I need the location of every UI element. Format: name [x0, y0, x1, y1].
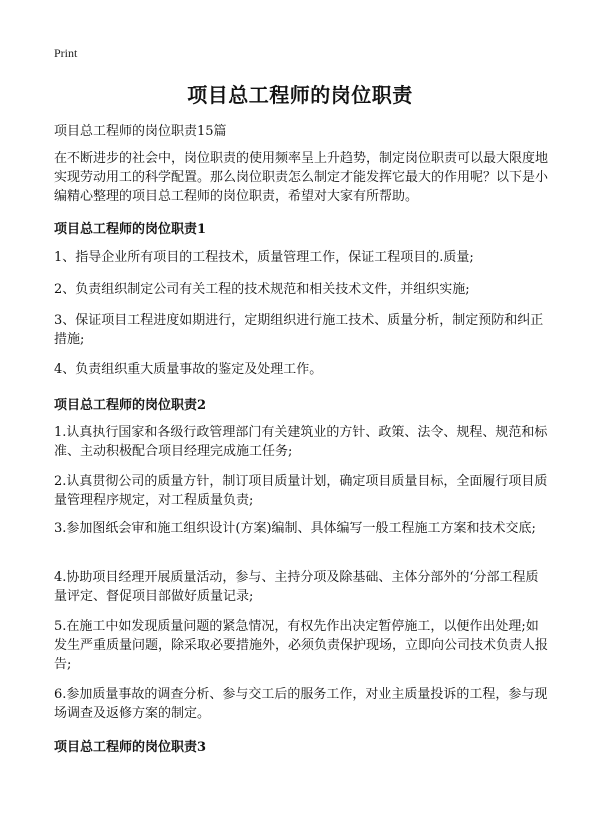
- section-2-item-6: 6.参加质量事故的调查分析、参与交工后的服务工作，对业主质量投诉的工程，参与现场调查及返修方案的制定。: [54, 687, 548, 721]
- section-heading-2: 项目总工程师的岗位职责2: [54, 398, 207, 413]
- section-2-item-2: 2.认真贯彻公司的质量方针，制订项目质量计划，确定项目质量目标，全面履行项目质量管理程序规定，对工程质量负责;: [54, 474, 548, 508]
- section-2-item-3: 3.参加图纸会审和施工组织设计(方案)编制、具体编写一般工程施工方案和技术交底;: [54, 521, 536, 536]
- section-heading-1: 项目总工程师的岗位职责1: [54, 222, 207, 237]
- print-label: Print: [54, 46, 78, 60]
- section-1-item-1: 1、指导企业所有项目的工程技术，质量管理工作，保证工程项目的.质量;: [54, 250, 474, 265]
- section-2-item-5: 5.在施工中如发现质量问题的紧急情况，有权先作出决定暂停施工，以便作出处理;如发生严重质量问题，除采取必要措施外，必须负责保护现场，立即向公司技术负责人报告;: [54, 619, 549, 672]
- section-1-item-3: 3、保证项目工程进度如期进行，定期组织进行施工技术、质量分析，制定预防和纠正措施;: [54, 313, 544, 347]
- section-2-item-4: 4.协助项目经理开展质量活动，参与、主持分项及除基础、主体分部外的‘分部工程质量评定、督促项目部做好质量记录;: [54, 570, 539, 604]
- document-subtitle: 项目总工程师的岗位职责15篇: [54, 124, 227, 139]
- document-title: 项目总工程师的岗位职责: [187, 83, 413, 107]
- section-2-item-1: 1.认真执行国家和各级行政管理部门有关建筑业的方针、政策、法令、规程、规范和标准、主动积极配合项目经理完成施工任务;: [54, 425, 548, 459]
- section-1-item-2: 2、负责组织制定公司有关工程的技术规范和相关技术文件，并组织实施;: [54, 282, 470, 297]
- section-1-item-4: 4、负责组织重大质量事故的鉴定及处理工作。: [54, 362, 323, 377]
- section-heading-3: 项目总工程师的岗位职责3: [54, 740, 207, 755]
- intro-paragraph: 在不断进步的社会中，岗位职责的使用频率呈上升趋势，制定岗位职责可以最大限度地实现劳动用工的科学配置。那么岗位职责怎么制定才能发挥它最大的作用呢？以下是小编精心整理的项目总工程师的岗位职责，希望对大家有所帮助。: [54, 151, 549, 204]
